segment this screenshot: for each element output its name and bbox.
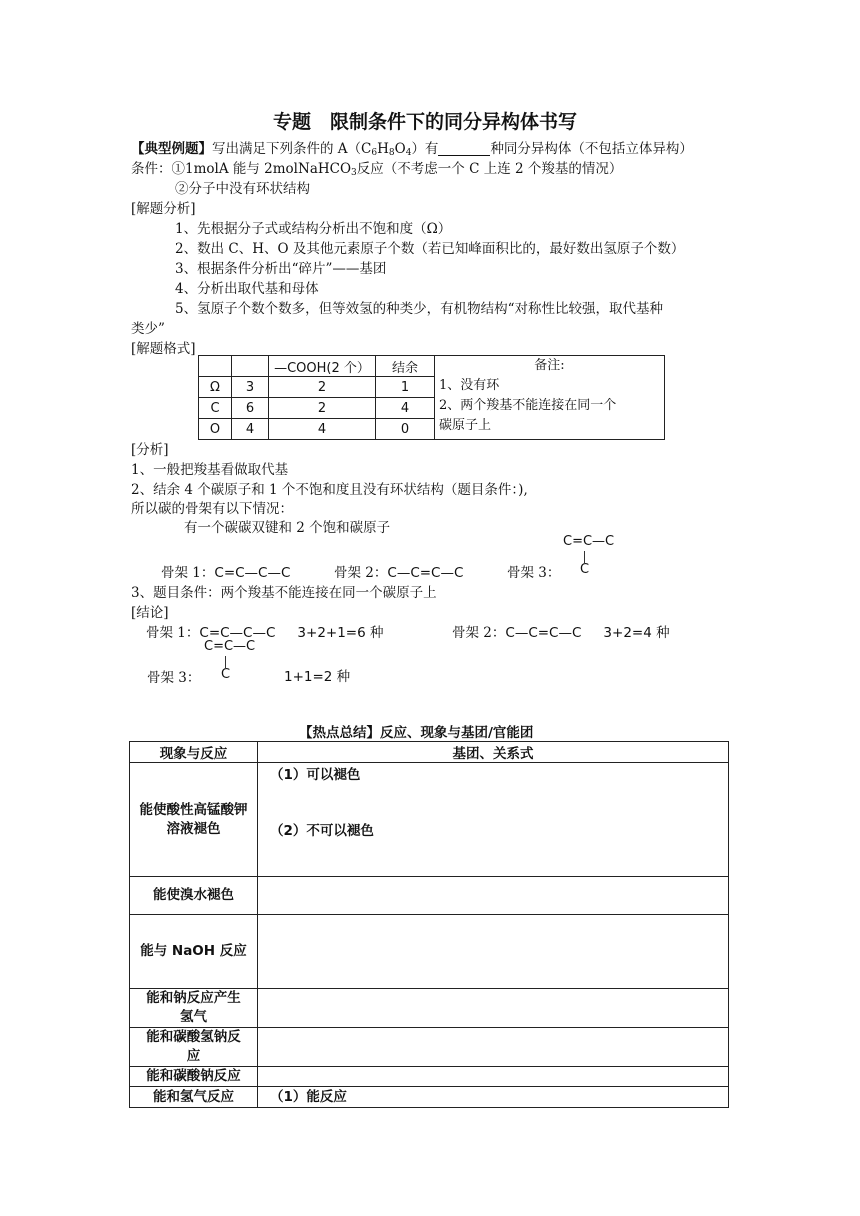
table-cell (258, 877, 729, 915)
table-cell (199, 356, 232, 377)
table-cell: Ω (199, 377, 232, 398)
table-row (199, 356, 665, 377)
table-cell (258, 989, 729, 1028)
conclusion-2: 骨架 2：C—C=C—C 3+2=4 种 (452, 625, 670, 641)
table-cell: 能和碳酸钠反应 (130, 1067, 258, 1087)
table-row (130, 1028, 729, 1067)
conclusion-3-label: 骨架 3： (147, 670, 201, 686)
table-cell: 能使酸性高锰酸钾溶液褪色 (130, 763, 258, 877)
table-cell: 2 (269, 398, 376, 419)
table-row (130, 989, 729, 1028)
note-line: 2、两个羧基不能连接在同一个 (439, 398, 617, 413)
answer-blank[interactable] (438, 141, 490, 156)
fenxi-heading: [分析] (131, 442, 169, 458)
note-title: 备注: (534, 358, 565, 373)
fenxi-line: 1、一般把羧基看做取代基 (131, 462, 289, 478)
table-cell: 能和钠反应产生氢气 (130, 989, 258, 1028)
table-cell (258, 1028, 729, 1067)
table-row (130, 763, 729, 877)
table-cell: 能与 NaOH 反应 (130, 915, 258, 989)
conclusion-1: 骨架 1：C=C—C—C 3+2+1=6 种 (146, 625, 384, 641)
summary-title: 【热点总结】反应、现象与基团/官能团 (299, 725, 534, 741)
table-cell: 4 (232, 419, 269, 440)
conclusion-3-structure: C=C—C C (204, 639, 256, 682)
format-table (198, 355, 665, 440)
format-heading: [解题格式] (131, 341, 196, 357)
table-cell: 能和碳酸氢钠反应 (130, 1028, 258, 1067)
analysis-step: 1、先根据分子式或结构分析出不饱和度（Ω） (175, 221, 452, 237)
table-cell: 0 (376, 419, 435, 440)
condition-2: ②分子中没有环状结构 (175, 181, 310, 197)
analysis-step: 4、分析出取代基和母体 (175, 281, 319, 297)
analysis-step-cont: 类少” (131, 321, 165, 337)
condition-1: 条件：①1molA 能与 2molNaHCO$_3$反应（不考虑一个 C 上连 2 个羧基的情况） (131, 161, 623, 178)
analysis-heading: [解题分析] (131, 201, 196, 217)
table-cell: 2 (269, 377, 376, 398)
table-cell: 能和氢气反应 (130, 1087, 258, 1108)
table-cell: 3 (232, 377, 269, 398)
table-cell: 结余 (376, 356, 435, 377)
note-line: 1、没有环 (439, 378, 500, 393)
table-cell (258, 915, 729, 989)
table-cell: （1）可以褪色 （2）不可以褪色 (258, 763, 729, 877)
table-cell (232, 356, 269, 377)
analysis-step: 5、氢原子个数个数多，但等效氢的种类少，有机物结构“对称性比较强，取代基种 (175, 301, 663, 317)
fenxi-line: 3、题目条件：两个羧基不能连接在同一个碳原子上 (131, 585, 437, 601)
skeleton-3-structure: C=C—C C (563, 534, 615, 577)
table-cell: 能使溴水褪色 (130, 877, 258, 915)
table-cell: 4 (269, 419, 376, 440)
table-row (130, 1067, 729, 1087)
table-cell: （1）能反应 (258, 1087, 729, 1108)
skeleton-1: 骨架 1：C=C—C—C (161, 565, 291, 581)
note-line: 碳原子上 (439, 418, 492, 433)
table-row (130, 877, 729, 915)
table-cell: O (199, 419, 232, 440)
analysis-step: 2、数出 C、H、O 及其他元素原子个数（若已知峰面积比的，最好数出氢原子个数） (175, 241, 685, 257)
fenxi-line: 所以碳的骨架有以下情况： (131, 501, 293, 517)
table-row (130, 915, 729, 989)
table-cell: 6 (232, 398, 269, 419)
skeleton-2: 骨架 2：C—C=C—C (334, 565, 464, 581)
page-title: 专题 限制条件下的同分异构体书写 (273, 111, 578, 133)
table-cell: 1 (376, 377, 435, 398)
table-row (130, 1087, 729, 1108)
example-label: 【典型例题】 (131, 141, 212, 157)
conclusion-3-count: 1+1=2 种 (284, 669, 351, 685)
table-cell: 4 (376, 398, 435, 419)
table-cell: —COOH(2 个） (269, 356, 376, 377)
table-cell (258, 1067, 729, 1087)
table-header: 现象与反应 (130, 742, 258, 763)
fenxi-line: 有一个碳碳双键和 2 个饱和碳原子 (184, 520, 391, 536)
skeleton-3-label: 骨架 3： (507, 565, 561, 581)
analysis-step: 3、根据条件分析出“碎片”——基团 (175, 261, 387, 277)
conclusion-heading: [结论] (131, 605, 169, 621)
table-header: 基团、关系式 (258, 742, 729, 763)
format-note (435, 356, 665, 440)
summary-table (129, 741, 729, 1108)
fenxi-line: 2、结余 4 个碳原子和 1 个不饱和度且没有环状结构（题目条件：), (131, 482, 528, 498)
example-question: 【典型例题】写出满足下列条件的 $A(C_6H_8O_4)$有 种同分异构体（不包括立体异构） (131, 141, 693, 158)
table-row (130, 742, 729, 763)
table-cell: C (199, 398, 232, 419)
